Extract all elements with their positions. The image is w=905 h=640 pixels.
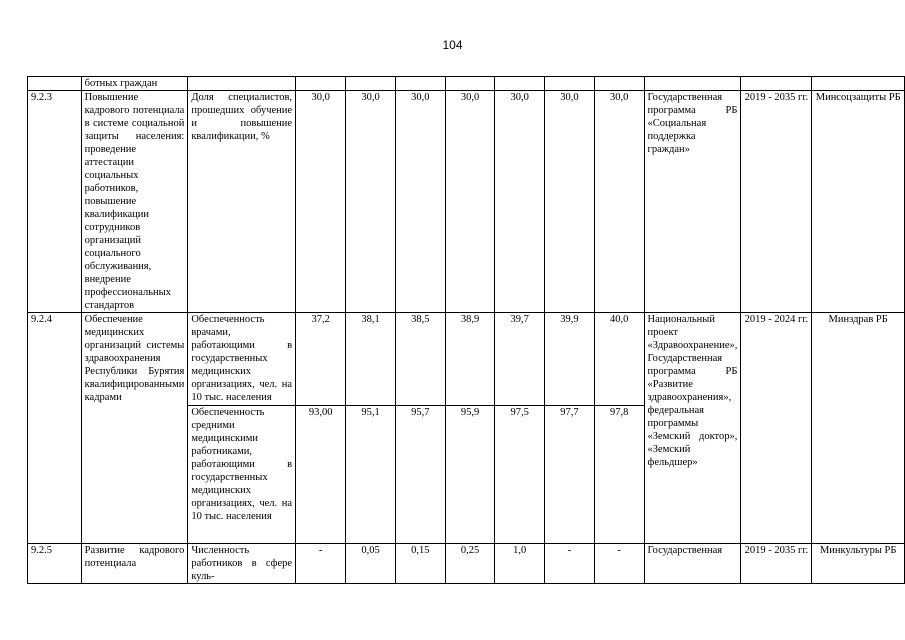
value-cell: 93,00 bbox=[296, 406, 346, 544]
program-measures-table bbox=[27, 76, 905, 584]
num-cell: 9.2.3 bbox=[28, 91, 82, 313]
period-cell: 2019 - 2024 гг. bbox=[741, 313, 812, 544]
measure-name-cell: Повышение кадрового потенциала в системе социальной защиты населения: проведение аттестации социальных работников, повышение квалификации сотрудников организаций социального обслуживания, внедрение профессиональных стандартов bbox=[81, 91, 188, 313]
value-cell: 95,7 bbox=[395, 406, 445, 544]
executor-cell: Минкультуры РБ bbox=[812, 544, 905, 584]
value-cell: 97,8 bbox=[594, 406, 644, 544]
table-row bbox=[28, 544, 905, 584]
period-cell: 2019 - 2035 гг. bbox=[741, 544, 812, 584]
executor-cell: Минсоцзащиты РБ bbox=[812, 91, 905, 313]
indicator-cell: Обеспеченность врачами, работающими в государственных медицинских организациях, чел. на 10 тыс. населения bbox=[188, 313, 296, 406]
value-cell: 30,0 bbox=[445, 91, 495, 313]
value-cell: 38,5 bbox=[395, 313, 445, 406]
value-cell: 30,0 bbox=[495, 91, 545, 313]
value-cell: 30,0 bbox=[296, 91, 346, 313]
value-cell: - bbox=[594, 544, 644, 584]
value-cell: 0,25 bbox=[445, 544, 495, 584]
value-cell: 1,0 bbox=[495, 544, 545, 584]
indicator-cell: Доля специалистов, прошедших обучение и повышение квалификации, % bbox=[188, 91, 296, 313]
table-row bbox=[28, 313, 905, 406]
value-cell: - bbox=[545, 544, 595, 584]
num-cell bbox=[28, 77, 82, 91]
num-cell: 9.2.5 bbox=[28, 544, 82, 584]
table-row bbox=[28, 77, 905, 91]
value-cell: 39,7 bbox=[495, 313, 545, 406]
value-cell: 30,0 bbox=[545, 91, 595, 313]
value-cell: 0,15 bbox=[395, 544, 445, 584]
value-cell: 40,0 bbox=[594, 313, 644, 406]
value-cell: 38,9 bbox=[445, 313, 495, 406]
value-cell: 97,7 bbox=[545, 406, 595, 544]
period-cell: 2019 - 2035 гг. bbox=[741, 91, 812, 313]
table-row bbox=[28, 91, 905, 313]
program-cell: Государственная программа РБ «Социальная поддержка граждан» bbox=[644, 91, 741, 313]
page-number: 104 bbox=[442, 38, 463, 52]
value-cell: 30,0 bbox=[346, 91, 396, 313]
value-cell: - bbox=[296, 544, 346, 584]
value-cell: 30,0 bbox=[395, 91, 445, 313]
value-cell: 37,2 bbox=[296, 313, 346, 406]
indicator-cell: Обеспеченность средними медицинскими работниками, работающими в государственных медицинских организациях, чел. на 10 тыс. населения bbox=[188, 406, 296, 544]
value-cell: 95,9 bbox=[445, 406, 495, 544]
value-cell: 38,1 bbox=[346, 313, 396, 406]
indicator-cell: Численность работников в сфере куль- bbox=[188, 544, 296, 584]
value-cell: 97,5 bbox=[495, 406, 545, 544]
measure-name-cell: Обеспечение медицинских организаций системы здравоохранения Республики Бурятия квалифицированными кадрами bbox=[81, 313, 188, 544]
executor-cell: Минздрав РБ bbox=[812, 313, 905, 544]
value-cell: 95,1 bbox=[346, 406, 396, 544]
measure-name-cell: ботных граждан bbox=[81, 77, 188, 91]
program-cell: Государственная bbox=[644, 544, 741, 584]
num-cell: 9.2.4 bbox=[28, 313, 82, 544]
program-cell: Национальный проект «Здравоохранение», Государственная программа РБ «Развитие здравоохранения», федеральная программы «Земский доктор», «Земский фельдшер» bbox=[644, 313, 741, 544]
value-cell: 30,0 bbox=[594, 91, 644, 313]
value-cell: 39,9 bbox=[545, 313, 595, 406]
measure-name-cell: Развитие кадрового потенциала bbox=[81, 544, 188, 584]
value-cell: 0,05 bbox=[346, 544, 396, 584]
